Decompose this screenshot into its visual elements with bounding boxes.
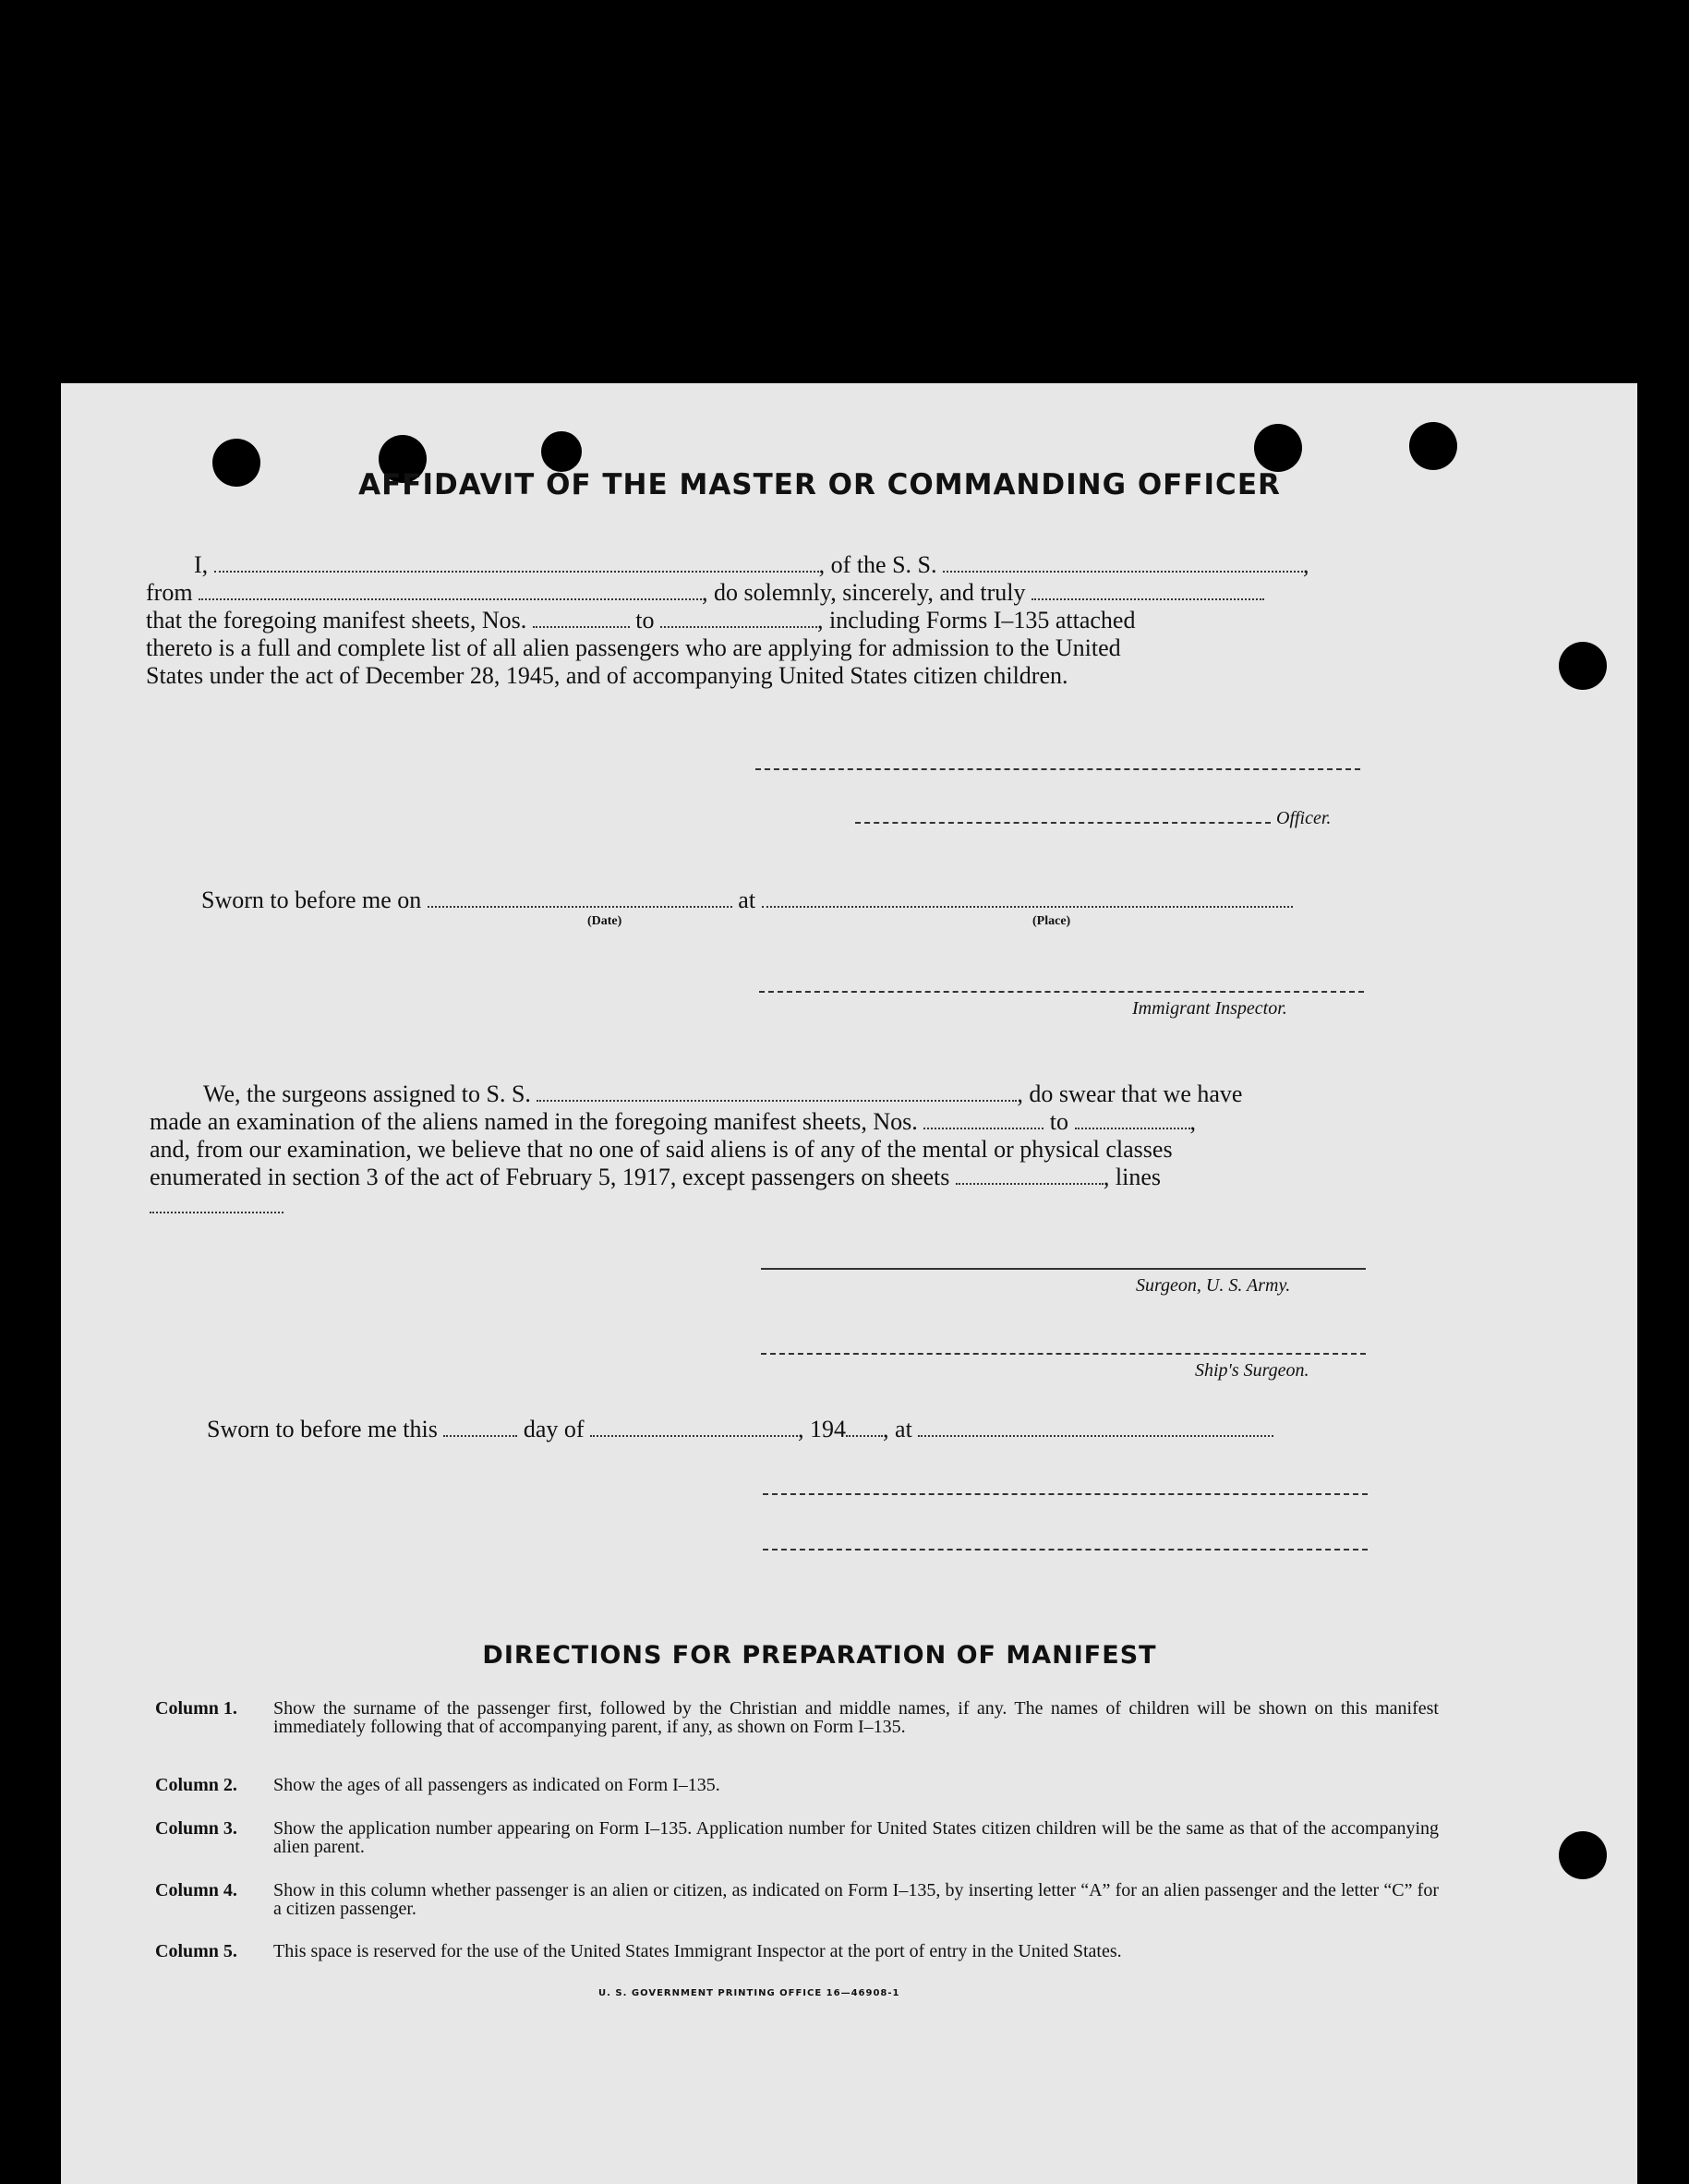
direction-item <box>155 1699 1439 1736</box>
of-ss-text: , of the S. S. <box>818 551 937 578</box>
surgeons-line4-b: , lines <box>1103 1164 1162 1190</box>
ship-surgeon-caption: Ship's Surgeon. <box>1195 1360 1309 1381</box>
sworn2-year-field[interactable] <box>846 1417 883 1437</box>
surgeons-line-1 <box>203 1080 1242 1108</box>
surgeons-line2-b: to <box>1049 1108 1068 1135</box>
army-surgeon-signature-line[interactable] <box>761 1268 1366 1270</box>
comma: , <box>1303 551 1309 578</box>
sworn-date-field[interactable] <box>428 887 732 908</box>
exam-sheets-to-field[interactable] <box>1075 1109 1190 1129</box>
ship-surgeon-signature-line[interactable] <box>761 1353 1366 1355</box>
sworn2-text-d: , at <box>883 1416 912 1442</box>
direction-label: Column 3. <box>155 1818 237 1839</box>
sworn-place-field[interactable] <box>762 887 1293 908</box>
swear-text: , do solemnly, sincerely, and truly <box>702 579 1026 606</box>
affidavit-line-5: States under the act of December 28, 1945, and of accompanying United States citizen children. <box>146 662 1068 689</box>
sworn2-line <box>207 1416 1273 1443</box>
direction-item <box>155 1881 1439 1918</box>
affidavit-line-4: thereto is a full and complete list of all alien passengers who are applying for admission to the United <box>146 634 1121 661</box>
punch-hole <box>1254 424 1302 472</box>
officer-caption: Officer. <box>1276 808 1332 828</box>
exam-sheets-from-field[interactable] <box>923 1109 1044 1129</box>
except-sheets-field[interactable] <box>956 1164 1104 1185</box>
directions-title: DIRECTIONS FOR PREPARATION OF MANIFEST <box>482 1641 1157 1670</box>
swear-blank-field[interactable] <box>1031 580 1264 600</box>
place-caption: (Place) <box>1032 914 1071 928</box>
surgeons-line-2 <box>150 1108 1196 1136</box>
direction-text: Show the surname of the passenger first, followed by the Christian and middle names, if any. The names of children will be shown on this manifest immediately following that of accompanying parent, if any, as shown on Form I–135. <box>273 1698 1439 1737</box>
sworn2-month-field[interactable] <box>590 1417 798 1437</box>
ship-name-field[interactable] <box>943 552 1303 573</box>
affidavit-title: AFFIDAVIT OF THE MASTER OR COMMANDING OFFICER <box>358 468 1281 501</box>
sworn-at-text: at <box>738 887 756 913</box>
affidavit-line-3 <box>146 607 1135 634</box>
surgeons-line4-a: enumerated in section 3 of the act of February 5, 1917, except passengers on sheets <box>150 1164 950 1190</box>
surgeon-ship-field[interactable] <box>537 1081 1017 1102</box>
surgeons-text-a: We, the surgeons assigned to S. S. <box>203 1080 531 1107</box>
sworn-line <box>201 887 1293 914</box>
inspector-signature-line[interactable] <box>759 991 1364 993</box>
direction-text: Show in this column whether passenger is an alien or citizen, as indicated on Form I–135, by inserting letter “A” for an alien passenger and the letter “C” for a citizen passenger. <box>273 1880 1439 1919</box>
direction-text: Show the application number appearing on Form I–135. Application number for United States citizen children will be the same as that of the accompanying alien parent. <box>273 1818 1439 1857</box>
officer-signature-line[interactable] <box>855 822 1271 824</box>
sworn2-signature-line-2[interactable] <box>763 1549 1368 1551</box>
sworn-text: Sworn to before me on <box>201 887 422 913</box>
direction-text: Show the ages of all passengers as indicated on Form I–135. <box>273 1775 720 1795</box>
sheets-to-field[interactable] <box>660 608 817 628</box>
master-name-field[interactable] <box>214 552 819 573</box>
to-text: to <box>635 607 655 633</box>
from-text: from <box>146 579 193 606</box>
comma: , <box>1189 1108 1196 1135</box>
from-port-field[interactable] <box>199 580 702 600</box>
date-caption: (Date) <box>587 914 622 928</box>
punch-hole <box>1559 1831 1607 1879</box>
punch-hole <box>541 431 582 472</box>
affidavit-i: I, <box>194 551 209 578</box>
master-signature-line[interactable] <box>755 768 1360 770</box>
punch-hole <box>1559 642 1607 690</box>
sworn2-text-a: Sworn to before me this <box>207 1416 438 1442</box>
surgeons-line-4 <box>150 1164 1161 1191</box>
sheets-from-field[interactable] <box>533 608 630 628</box>
direction-label: Column 2. <box>155 1775 237 1795</box>
punch-hole <box>1409 422 1457 470</box>
surgeons-line2-a: made an examination of the aliens named in the foregoing manifest sheets, Nos. <box>150 1108 918 1135</box>
surgeons-line-3: and, from our examination, we believe that no one of said aliens is of any of the mental or physical classes <box>150 1136 1173 1163</box>
sworn2-text-b: day of <box>523 1416 585 1442</box>
direction-text: This space is reserved for the use of the United States Immigrant Inspector at the port of entry in the United States. <box>273 1941 1122 1961</box>
form-sheet <box>61 383 1637 2184</box>
direction-item <box>155 1819 1439 1856</box>
surgeons-text-b: , do swear that we have <box>1017 1080 1243 1107</box>
affidavit-line-1 <box>194 551 1309 579</box>
direction-item <box>155 1776 1439 1794</box>
printing-office-footer: U. S. GOVERNMENT PRINTING OFFICE 16—46908-1 <box>598 1988 900 1998</box>
sworn2-day-field[interactable] <box>443 1417 517 1437</box>
foregoing-text: that the foregoing manifest sheets, Nos. <box>146 607 527 633</box>
inspector-caption: Immigrant Inspector. <box>1132 998 1287 1019</box>
direction-label: Column 1. <box>155 1698 237 1719</box>
army-surgeon-caption: Surgeon, U. S. Army. <box>1136 1275 1291 1296</box>
except-lines-field[interactable] <box>150 1212 284 1213</box>
sworn2-signature-line-1[interactable] <box>763 1493 1368 1495</box>
affidavit-line-2 <box>146 579 1264 607</box>
direction-label: Column 5. <box>155 1941 237 1961</box>
direction-label: Column 4. <box>155 1880 237 1900</box>
including-text: , including Forms I–135 attached <box>817 607 1136 633</box>
sworn2-place-field[interactable] <box>918 1417 1273 1437</box>
sworn2-text-c: , 194 <box>798 1416 847 1442</box>
direction-item <box>155 1942 1439 1961</box>
